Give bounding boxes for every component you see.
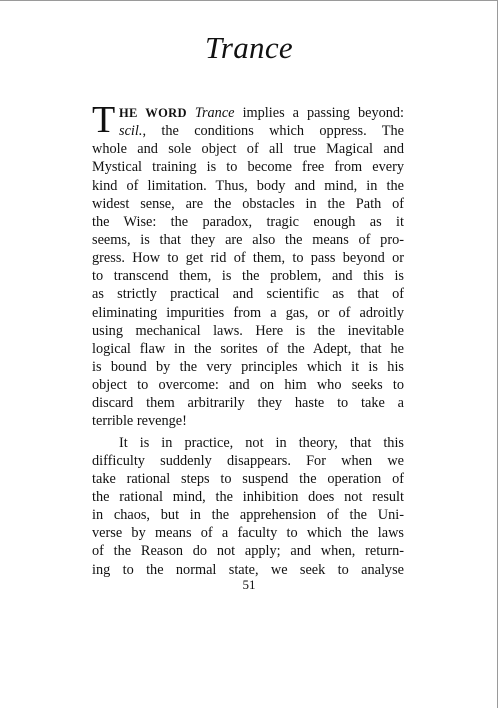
italic-abbrev: scil. — [119, 123, 143, 140]
paragraph-1-line-1 — [92, 104, 404, 122]
paragraph-1-line: widest sense, are the obstacles in the Path of — [92, 195, 404, 212]
paragraph-1-line: seems, is that they are also the means of pro- — [92, 231, 404, 248]
page-edge-top — [0, 0, 498, 1]
paragraph-2-line: take rational steps to suspend the operation of — [92, 470, 404, 487]
paragraph-1-line: terrible revenge! — [92, 413, 187, 430]
paragraph-1-line: logical flaw in the sorites of the Adept, that he — [92, 340, 404, 357]
paragraph-2-line: the rational mind, the inhibition does not result — [92, 488, 404, 505]
paragraph-1-line: as strictly practical and scientific as that of — [92, 286, 404, 303]
drop-cap: T — [92, 99, 116, 141]
paragraph-1-line: discard them arbitrarily they haste to take a — [92, 395, 404, 412]
paragraph-1-line: object to overcome: and on him who seeks to — [92, 377, 404, 394]
paragraph-1-line-2 — [92, 122, 404, 140]
paragraph-1-line: is bound by the very principles which it is his — [92, 358, 404, 375]
line-2-text: , the conditions which oppress. The — [142, 123, 404, 140]
paragraph-2-line: ing to the normal state, we seek to analyse — [92, 561, 404, 578]
paragraph-1-line: kind of limitation. Thus, body and mind, in the — [92, 177, 404, 194]
paragraph-1-line: gress. How to get rid of them, to pass beyond or — [92, 250, 404, 267]
chapter-title: Trance — [205, 30, 293, 65]
paragraph-1-line: to transcend them, is the problem, and this is — [92, 268, 404, 285]
opening-smallcaps: HE WORD — [119, 106, 187, 120]
paragraph-1-line: eliminating impurities from a gas, or of adroitly — [92, 304, 404, 321]
paragraph-1-line: whole and sole object of all true Magical and — [92, 141, 404, 158]
paragraph-1 — [92, 99, 405, 431]
paragraph-1-line: the Wise: the paradox, tragic enough as it — [92, 213, 404, 230]
paragraph-2-line: It is in practice, not in theory, that this — [119, 434, 404, 451]
body-text — [92, 99, 405, 579]
paragraph-2 — [92, 434, 404, 579]
paragraph-2-line: in chaos, but in the apprehension of the Uni- — [92, 507, 404, 524]
italic-term: Trance — [194, 105, 235, 121]
paragraph-1-line: Mystical training is to become free from every — [92, 159, 404, 176]
paragraph-2-line: verse by means of a faculty to which the laws — [92, 525, 404, 542]
paragraph-1-line: using mechanical laws. Here is the inevitable — [92, 322, 404, 339]
paragraph-2-line: of the Reason do not apply; and when, return- — [92, 543, 404, 560]
paragraph-2-line: difficulty suddenly disappears. For when we — [92, 452, 404, 469]
page-number: 51 — [242, 577, 256, 592]
line-1-text: implies a passing beyond: — [242, 105, 405, 121]
